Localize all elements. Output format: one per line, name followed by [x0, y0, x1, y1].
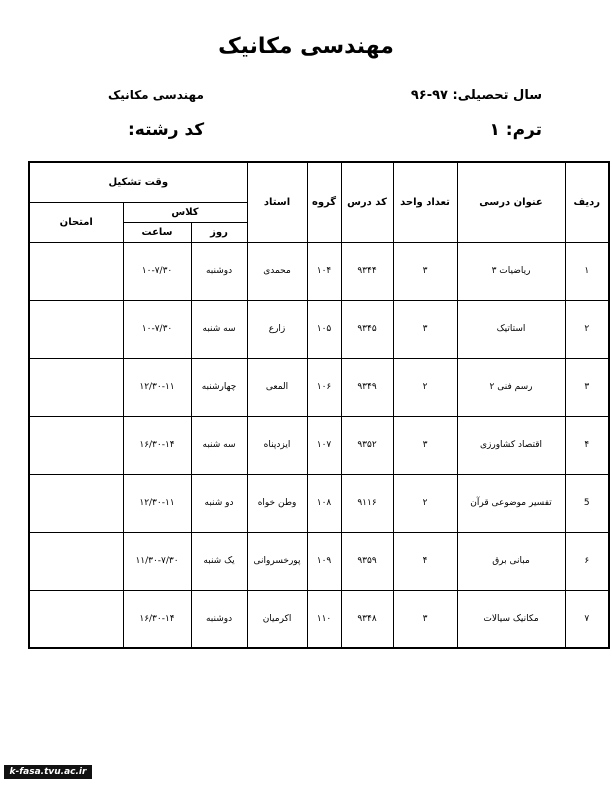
academic-year-label: سال تحصیلی: ۹۷-۹۶ [410, 88, 542, 103]
cell-course-title: مبانی برق [457, 532, 565, 590]
table-row [29, 590, 609, 648]
field-code-label: کد رشته: [128, 120, 205, 140]
cell-units: ۳ [393, 242, 457, 300]
cell-teacher: وطن خواه [247, 474, 307, 532]
cell-units: ۲ [393, 474, 457, 532]
header-course-title: عنوان درسی [457, 162, 565, 242]
cell-course-code: ۹۱۱۶ [341, 474, 393, 532]
site-url-watermark: k-fasa.tvu.ac.ir [4, 765, 92, 779]
cell-exam [29, 300, 123, 358]
cell-time: ۱۶/۳۰-۱۴ [123, 416, 191, 474]
cell-units: ۴ [393, 532, 457, 590]
cell-course-title: رسم فنی ۲ [457, 358, 565, 416]
cell-units: ۳ [393, 416, 457, 474]
table-row [29, 358, 609, 416]
cell-teacher: زارع [247, 300, 307, 358]
cell-teacher: اکرمیان [247, 590, 307, 648]
cell-course-title: استاتیک [457, 300, 565, 358]
cell-time: ۱۱/۳۰-۷/۳۰ [123, 532, 191, 590]
header-course-code: کد درس [341, 162, 393, 242]
cell-day: دوشنبه [191, 590, 247, 648]
cell-group: ۱۰۶ [307, 358, 341, 416]
cell-time: ۱۰-۷/۳۰ [123, 242, 191, 300]
header-schedule: وقت تشکیل [29, 162, 247, 202]
cell-time: ۱۲/۳۰-۱۱ [123, 358, 191, 416]
header-day: روز [191, 222, 247, 242]
header-group: گروه [307, 162, 341, 242]
cell-day: چهارشنبه [191, 358, 247, 416]
term-label: ترم: ۱ [489, 120, 542, 140]
table-row [29, 474, 609, 532]
cell-teacher: ایزدپناه [247, 416, 307, 474]
page-title: مهندسی مکانیک [218, 34, 394, 59]
cell-exam [29, 474, 123, 532]
table-row [29, 300, 609, 358]
course-schedule-table [28, 161, 610, 649]
cell-time: ۱۶/۳۰-۱۴ [123, 590, 191, 648]
cell-course-title: مکانیک سیالات [457, 590, 565, 648]
cell-exam [29, 416, 123, 474]
table-row [29, 242, 609, 300]
cell-group: ۱۰۸ [307, 474, 341, 532]
header-class: کلاس [123, 202, 247, 222]
cell-course-title: اقتصاد کشاورزی [457, 416, 565, 474]
cell-course-code: ۹۳۴۵ [341, 300, 393, 358]
cell-group: ۱۰۷ [307, 416, 341, 474]
cell-exam [29, 590, 123, 648]
cell-course-code: ۹۳۴۴ [341, 242, 393, 300]
cell-row-number: ۲ [565, 300, 609, 358]
cell-row-number: ۳ [565, 358, 609, 416]
header-row-number: ردیف [565, 162, 609, 242]
cell-teacher: محمدی [247, 242, 307, 300]
table-row [29, 416, 609, 474]
cell-row-number: ۶ [565, 532, 609, 590]
cell-row-number: ۷ [565, 590, 609, 648]
cell-exam [29, 242, 123, 300]
cell-row-number: ۴ [565, 416, 609, 474]
cell-course-code: ۹۳۵۲ [341, 416, 393, 474]
cell-teacher: المعی [247, 358, 307, 416]
cell-course-code: ۹۳۵۹ [341, 532, 393, 590]
cell-course-title: ریاضیات ۳ [457, 242, 565, 300]
cell-time: ۱۰-۷/۳۰ [123, 300, 191, 358]
cell-units: ۲ [393, 358, 457, 416]
cell-exam [29, 358, 123, 416]
header-time: ساعت [123, 222, 191, 242]
cell-group: ۱۰۵ [307, 300, 341, 358]
cell-course-title: تفسیر موضوعی قرآن [457, 474, 565, 532]
cell-day: سه شنبه [191, 416, 247, 474]
header-units: تعداد واحد [393, 162, 457, 242]
cell-row-number: ۱ [565, 242, 609, 300]
cell-course-code: ۹۳۴۹ [341, 358, 393, 416]
cell-time: ۱۲/۳۰-۱۱ [123, 474, 191, 532]
cell-units: ۳ [393, 300, 457, 358]
cell-group: ۱۰۹ [307, 532, 341, 590]
header-teacher: استاد [247, 162, 307, 242]
cell-group: ۱۱۰ [307, 590, 341, 648]
cell-day: سه شنبه [191, 300, 247, 358]
field-name-label: مهندسی مکانیک [108, 88, 204, 102]
cell-day: دو شنبه [191, 474, 247, 532]
cell-row-number: 5 [565, 474, 609, 532]
cell-exam [29, 532, 123, 590]
header-exam: امتحان [29, 202, 123, 242]
cell-group: ۱۰۴ [307, 242, 341, 300]
cell-teacher: پورخسروانی [247, 532, 307, 590]
cell-day: یک شنبه [191, 532, 247, 590]
table-row [29, 532, 609, 590]
cell-course-code: ۹۳۴۸ [341, 590, 393, 648]
cell-day: دوشنبه [191, 242, 247, 300]
cell-units: ۳ [393, 590, 457, 648]
